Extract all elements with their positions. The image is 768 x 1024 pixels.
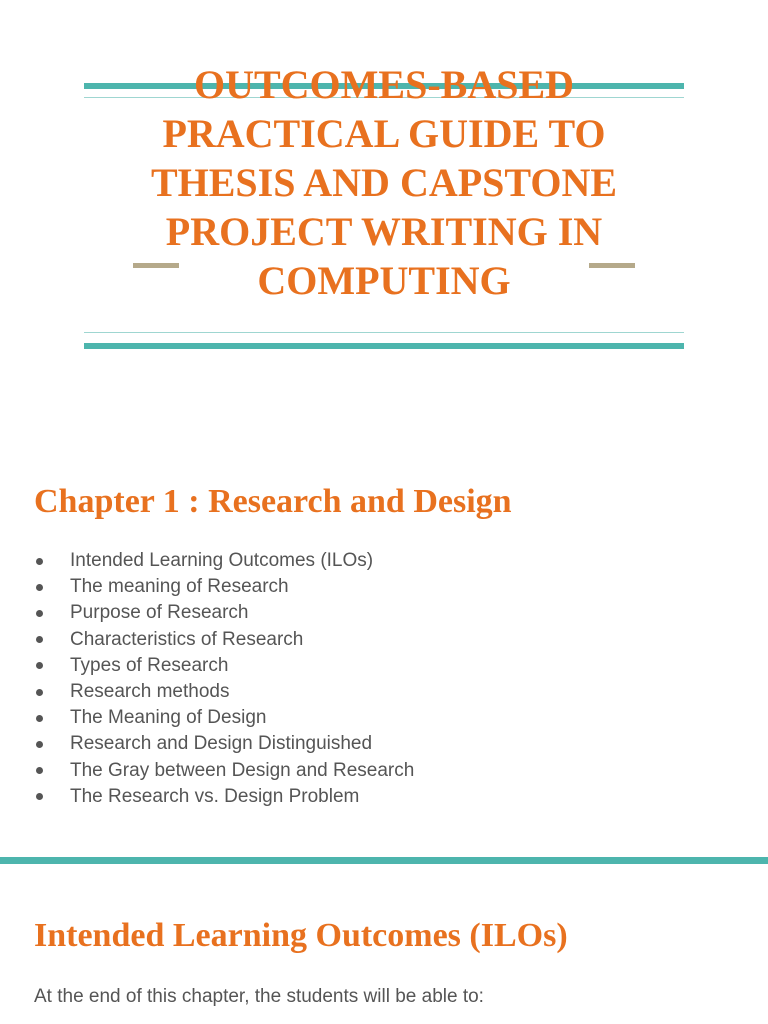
topic-label: Purpose of Research <box>70 602 249 624</box>
topic-label: Research methods <box>70 680 230 702</box>
bullet-icon <box>36 793 43 800</box>
topic-label: The Meaning of Design <box>70 707 267 729</box>
list-item <box>34 758 414 784</box>
bullet-icon <box>36 636 43 643</box>
slide-separator-bar <box>0 857 768 864</box>
topic-label: The Research vs. Design Problem <box>70 785 360 807</box>
bullet-icon <box>36 767 43 774</box>
list-item <box>34 627 414 653</box>
topic-label: The meaning of Research <box>70 576 289 598</box>
ilo-heading: Intended Learning Outcomes (ILOs) <box>34 917 568 954</box>
title-bottom-thin-line <box>84 332 684 333</box>
topic-label: Research and Design Distinguished <box>70 733 373 755</box>
chapter-heading: Chapter 1 : Research and Design <box>34 483 512 520</box>
document-title: OUTCOMES-BASED PRACTICAL GUIDE TO THESIS AND CAPSTONE PROJECT WRITING IN COMPUTING <box>150 62 618 303</box>
list-item <box>34 600 414 626</box>
topic-label: Types of Research <box>70 654 229 676</box>
list-item <box>34 574 414 600</box>
chapter-topic-list <box>34 548 414 810</box>
topic-label: The Gray between Design and Research <box>70 759 415 781</box>
bullet-icon <box>36 662 43 669</box>
ilo-intro-text: At the end of this chapter, the students will be able to: <box>34 986 484 1007</box>
bullet-icon <box>36 741 43 748</box>
list-item <box>34 705 414 731</box>
list-item <box>34 784 414 810</box>
bullet-icon <box>36 689 43 696</box>
bullet-icon <box>36 558 43 565</box>
list-item <box>34 548 414 574</box>
topic-label: Intended Learning Outcomes (ILOs) <box>70 550 374 571</box>
list-item <box>34 653 414 679</box>
bullet-icon <box>36 715 43 722</box>
title-slide <box>84 60 684 310</box>
list-item <box>34 679 414 705</box>
list-item <box>34 731 414 757</box>
title-bottom-teal-bar <box>84 343 684 349</box>
bullet-icon <box>36 584 43 591</box>
topic-label: Characteristics of Research <box>70 628 304 650</box>
bullet-icon <box>36 610 43 617</box>
